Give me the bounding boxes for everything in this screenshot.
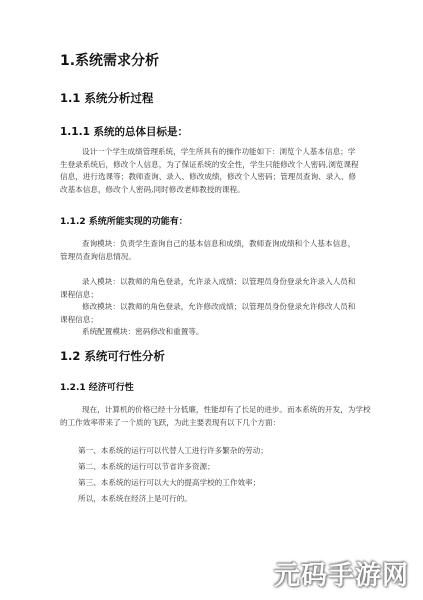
list-item-first: 第一、本系统的运行可以代替人工进行许多繁杂的劳动； xyxy=(78,446,268,455)
list-item-third: 第三、本系统的运行可以大大的提高学校的工作效率； xyxy=(78,478,261,487)
list-item-second: 第二、本系统的运行可以节省许多资源； xyxy=(78,462,215,471)
paragraph-modify-module: 修改模块：以教师的角色登录，允许修改成绩；以管理员身份登录允许修改人员和课程信息； xyxy=(60,302,356,324)
paragraph-query-module: 查询模块：负责学生查询自己的基本信息和成绩，教师查询成绩和个人基本信息，管理员查询信息情况。 xyxy=(60,239,356,261)
site-watermark: 元码手游网 xyxy=(273,561,409,591)
heading-functions: 1.1.2 系统所能实现的功能有： xyxy=(60,217,188,227)
paragraph-config-module: 系统配置模块：密码修改和重置等。 xyxy=(82,327,204,336)
heading-economic-feasibility: 1.2.1 经济可行性 xyxy=(60,383,134,393)
paragraph-overall-goal: 设计一个学生成绩管理系统，学生所具有的操作功能如下：浏览个人基本信息；学生登录系统后，修改个人信息，为了保证系统的安全性，学生只能修改个人密码,浏览课程信息，进行选课等；教师查询、录入、修改成绩，修改个人密码；管理员查询、录入、修改基本信息，修改个人密码,同时修改老师教授的课程。 xyxy=(60,147,359,194)
heading-analysis-process: 1.1 系统分析过程 xyxy=(60,91,154,105)
heading-feasibility: 1.2 系统可行性分析 xyxy=(60,349,165,363)
heading-overall-goal: 1.1.1 系统的总体目标是： xyxy=(60,126,189,138)
paragraph-economic: 现在，计算机的价格已经十分低廉，性能却有了长足的进步。而本系统的开发，为学校的工作效率带来了一个质的飞跃，为此主要表现有以下几个方面： xyxy=(60,405,371,427)
heading-system-requirements: 1.系统需求分析 xyxy=(60,53,160,69)
paragraph-input-module: 录入模块：以教师的角色登录，允许录入成绩；以管理员身份登录允许录入人员和课程信息； xyxy=(60,277,356,299)
conclusion-line: 所以，本系统在经济上是可行的。 xyxy=(78,494,192,503)
